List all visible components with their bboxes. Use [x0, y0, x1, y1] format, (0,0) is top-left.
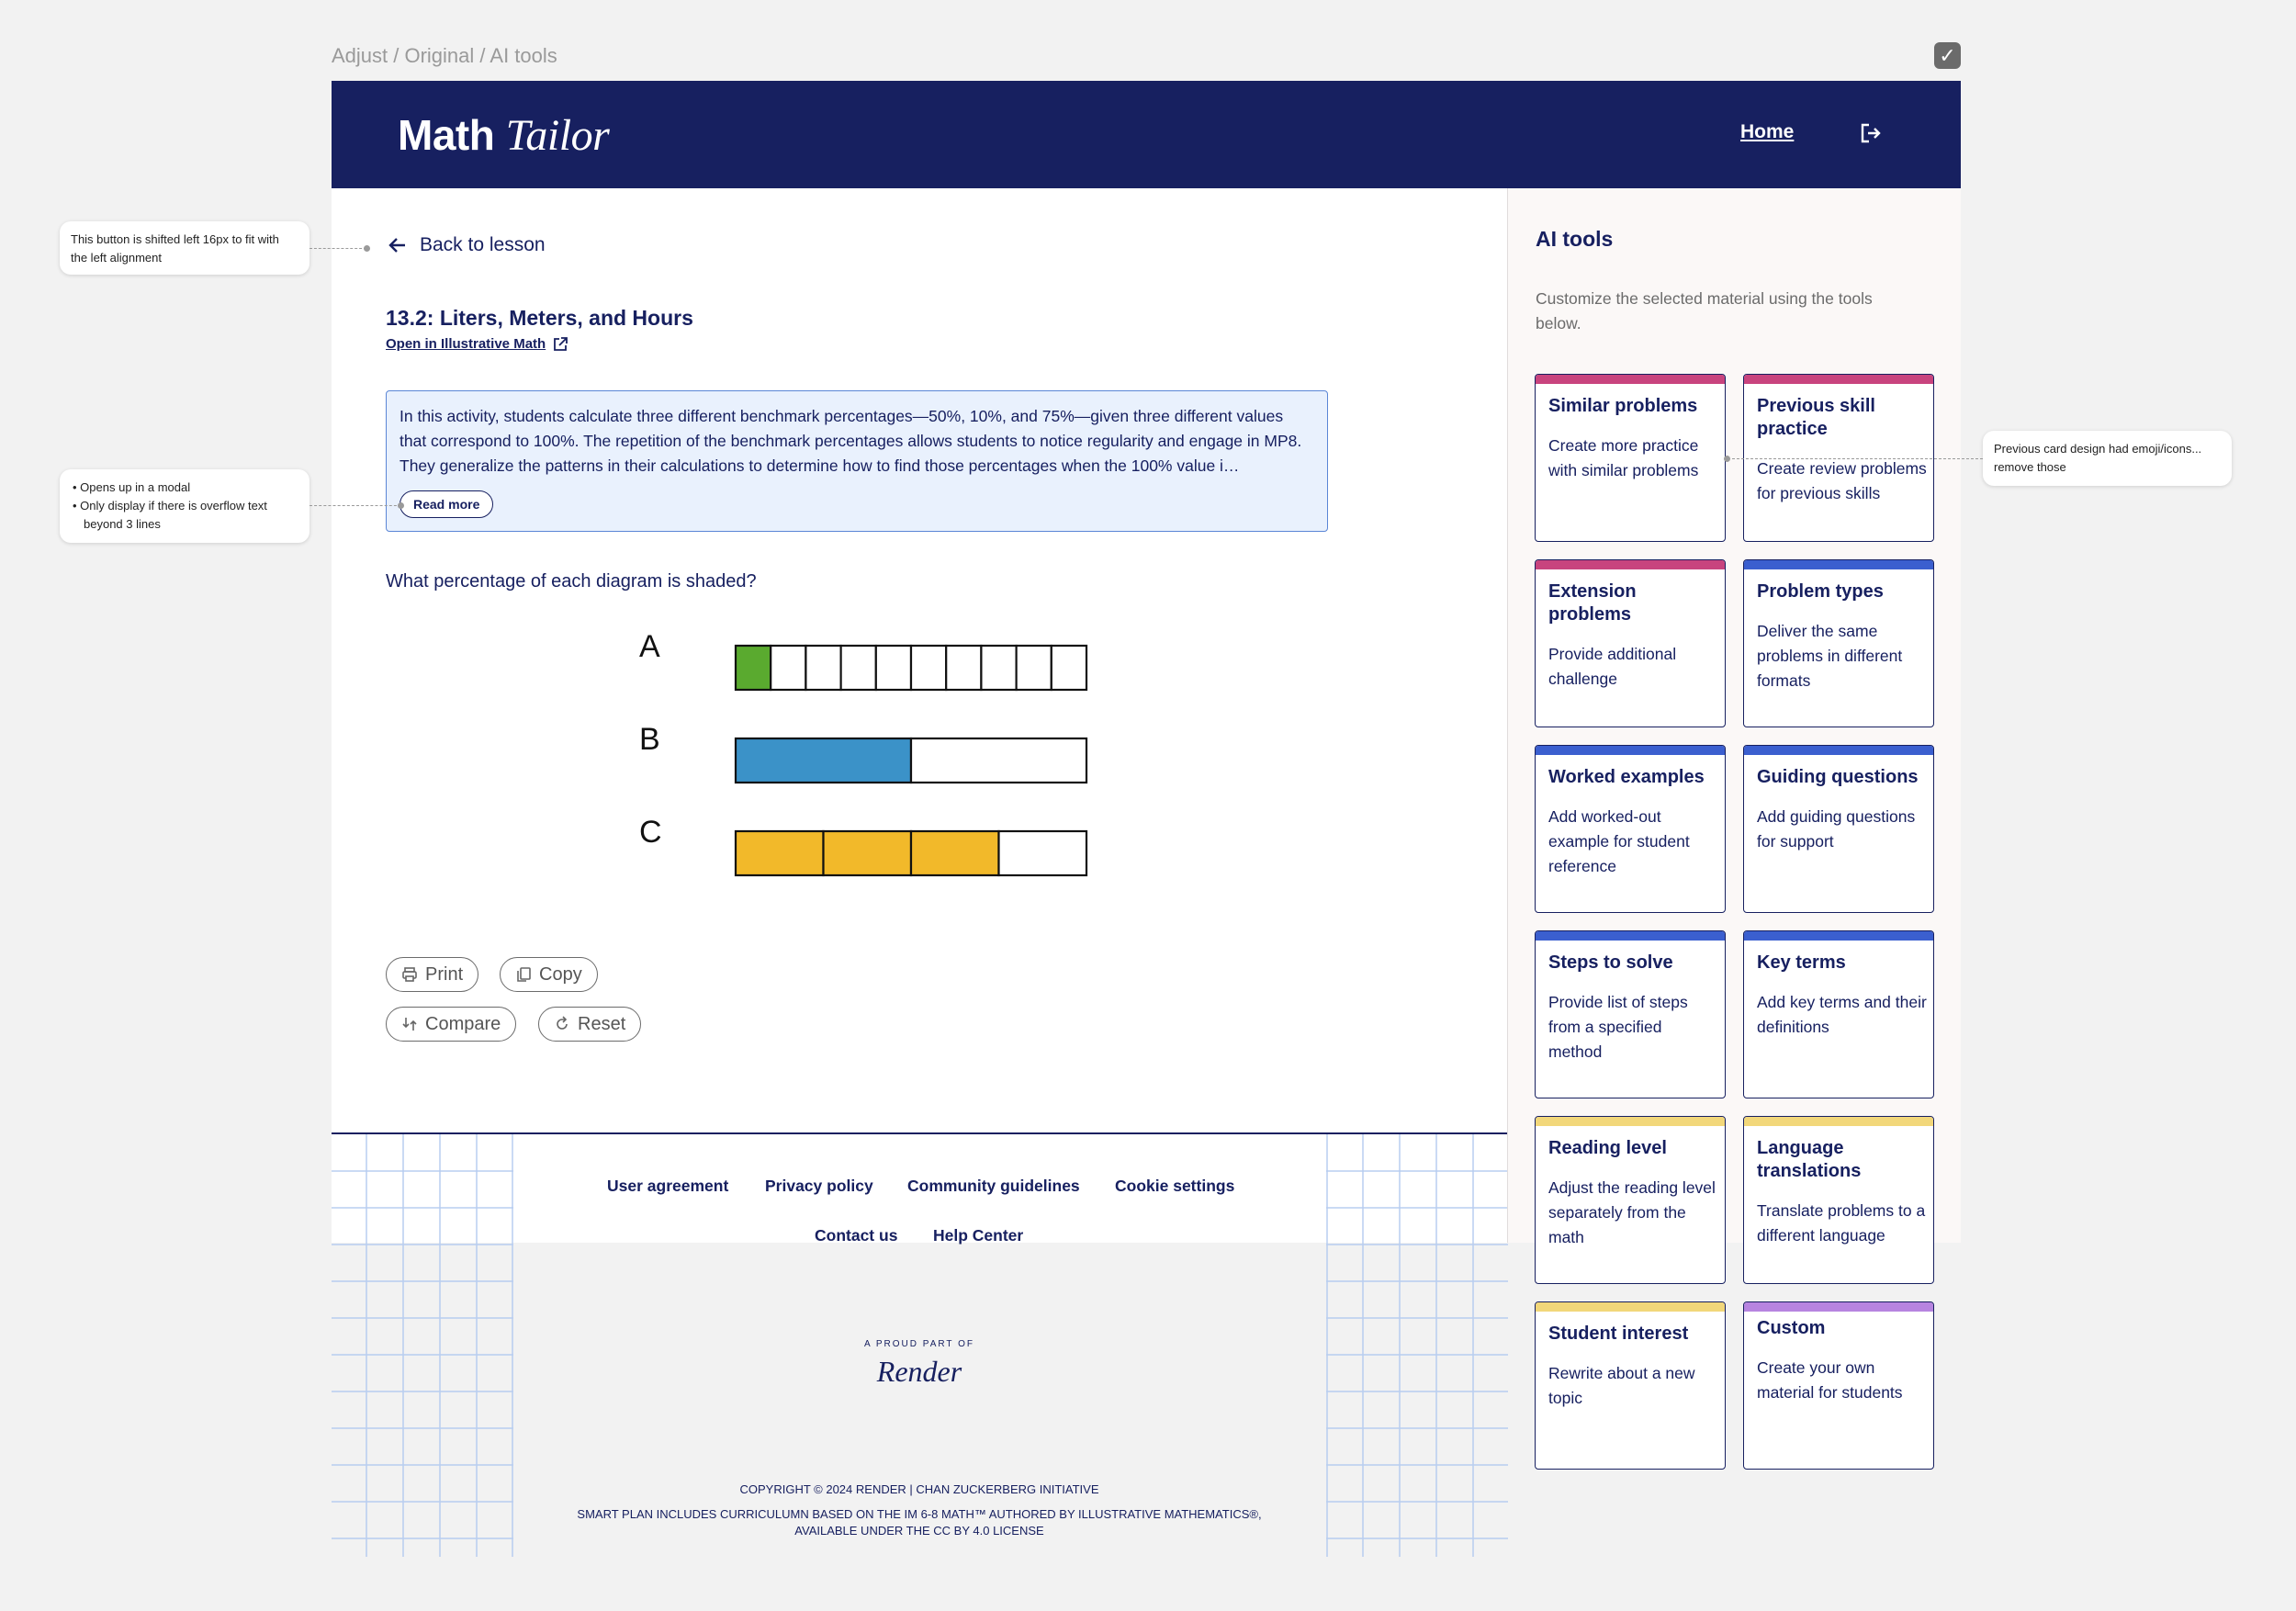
- annotation-connector: [310, 248, 366, 249]
- footer-link-community-guidelines[interactable]: Community guidelines: [907, 1177, 1080, 1195]
- card-title: Guiding questions: [1757, 767, 1919, 787]
- card-description: Adjust the reading level separately from the math: [1548, 1178, 1716, 1246]
- diagram-segment-a: [1017, 646, 1052, 690]
- tool-card-key-terms[interactable]: [1743, 930, 1934, 1098]
- annotation-dot: [364, 245, 370, 252]
- diagram-segment-a: [736, 646, 771, 690]
- header: [332, 81, 1961, 188]
- card-description: Provide additional challenge: [1548, 645, 1677, 688]
- question-text: What percentage of each diagram is shaded?: [386, 571, 757, 591]
- diagram-segment-a: [911, 646, 946, 690]
- back-to-lesson-label: Back to lesson: [420, 234, 546, 255]
- card-title: Previous skill practice: [1757, 396, 1875, 439]
- legal-line-2: AVAILABLE UNDER THE CC BY 4.0 LICENSE: [794, 1524, 1044, 1538]
- copy-button[interactable]: [500, 957, 598, 992]
- card-title: Student interest: [1548, 1324, 1689, 1344]
- diagram-label-a: A: [639, 629, 660, 664]
- card-description: Translate problems to a different language: [1757, 1201, 1926, 1245]
- breadcrumb: Adjust / Original / AI tools: [332, 44, 557, 67]
- tool-card-guiding-questions[interactable]: [1743, 745, 1934, 913]
- annotation-bullet-text: Opens up in a modal: [80, 480, 191, 494]
- card-accent-bar: [1536, 560, 1725, 569]
- diagram-segment-a: [841, 646, 876, 690]
- card-title: Extension problems: [1548, 581, 1637, 625]
- diagram-segment-a: [1052, 646, 1086, 690]
- external-link-icon: [553, 336, 568, 352]
- card-description: Create review problems for previous skills: [1757, 459, 1927, 502]
- main-content: [332, 188, 1507, 1134]
- annotation-note-read-more: [60, 469, 310, 543]
- diagram-label-c: C: [639, 815, 662, 850]
- proud-part-of-label: A PROUD PART OF: [863, 1339, 975, 1349]
- annotation-connector: [310, 505, 401, 506]
- footer-link-cookie-settings[interactable]: Cookie settings: [1115, 1177, 1235, 1195]
- summary-text: In this activity, students calculate three different benchmark percentages—50%, 10%, and 75%—given three different values that correspond to 100%. The repetition of the benchmark percentages allows students to notice regularity and engage in MP8. They generalize the patterns in their calculations to determine how to find those percentages when the 100% value i…: [400, 407, 1302, 475]
- compare-icon: [401, 1016, 418, 1032]
- tool-card-custom[interactable]: [1743, 1301, 1934, 1470]
- diagram-segment-c: [999, 831, 1087, 875]
- tool-card-extension-problems[interactable]: [1535, 559, 1726, 727]
- sidebar-title: AI tools: [1536, 227, 1614, 251]
- copyright-text: COPYRIGHT © 2024 RENDER | CHAN ZUCKERBERG INITIATIVE: [739, 1482, 1099, 1496]
- diagram-segment-c: [911, 831, 999, 875]
- checkmark-icon[interactable]: ✓: [1934, 42, 1961, 69]
- copy-icon: [515, 966, 532, 983]
- card-accent-bar: [1536, 1117, 1725, 1126]
- card-description: Create your own material for students: [1757, 1358, 1903, 1402]
- card-accent-bar: [1536, 931, 1725, 941]
- annotation-bullet: • Only display if there is overflow text beyond 3 lines: [73, 499, 267, 531]
- diagram-segment-a: [771, 646, 805, 690]
- open-link-label: Open in Illustrative Math: [386, 336, 546, 352]
- lesson-summary: [386, 390, 1328, 532]
- card-description: Add key terms and their definitions: [1757, 993, 1927, 1036]
- card-description: Provide list of steps from a specified method: [1548, 993, 1688, 1061]
- diagram-segment-a: [981, 646, 1016, 690]
- diagram-segment-c: [824, 831, 912, 875]
- annotation-bullet-text: Only display if there is overflow text beyond 3 lines: [80, 499, 267, 531]
- card-title: Worked examples: [1548, 767, 1705, 787]
- diagram-segment-c: [736, 831, 824, 875]
- card-accent-bar: [1744, 375, 1933, 384]
- card-title: Key terms: [1757, 952, 1846, 973]
- logo-italic: Tailor: [505, 111, 610, 160]
- render-logo[interactable]: Render: [876, 1355, 962, 1388]
- card-accent-bar: [1536, 375, 1725, 384]
- card-accent-bar: [1536, 746, 1725, 755]
- back-to-lesson-button[interactable]: [387, 234, 546, 256]
- tool-card-problem-types[interactable]: [1743, 559, 1934, 727]
- card-accent-bar: [1744, 1117, 1933, 1126]
- footer-link-help-center[interactable]: Help Center: [933, 1226, 1024, 1245]
- reset-label: Reset: [578, 1013, 626, 1034]
- lesson-title: 13.2: Liters, Meters, and Hours: [386, 306, 693, 330]
- diagram-segment-b: [736, 738, 911, 783]
- reset-button[interactable]: [538, 1007, 641, 1042]
- copy-label: Copy: [539, 963, 582, 985]
- annotation-bullet: • Opens up in a modal: [73, 480, 191, 494]
- open-in-illustrative-math-link[interactable]: [386, 336, 568, 352]
- footer: [332, 1132, 1507, 1592]
- logo[interactable]: [398, 110, 609, 161]
- card-description: Create more practice with similar problems: [1548, 436, 1699, 479]
- tool-card-language-translations[interactable]: [1743, 1116, 1934, 1284]
- diagram-segment-b: [911, 738, 1086, 783]
- compare-label: Compare: [425, 1013, 501, 1034]
- compare-button[interactable]: [386, 1007, 516, 1042]
- diagram-segment-a: [876, 646, 911, 690]
- card-description: Add guiding questions for support: [1757, 807, 1916, 851]
- card-title: Custom: [1757, 1318, 1826, 1338]
- diagram-segment-a: [805, 646, 840, 690]
- card-title: Steps to solve: [1548, 952, 1673, 973]
- arrow-left-icon: [387, 234, 409, 256]
- card-title: Reading level: [1548, 1138, 1667, 1158]
- tool-card-reading-level[interactable]: [1535, 1116, 1726, 1284]
- annotation-connector: [1728, 458, 1983, 459]
- diagram-segment-a: [946, 646, 981, 690]
- card-title: Similar problems: [1548, 396, 1698, 416]
- footer-link-contact-us[interactable]: Contact us: [815, 1226, 898, 1245]
- card-description: Rewrite about a new topic: [1548, 1364, 1695, 1407]
- tool-card-student-interest[interactable]: [1535, 1301, 1726, 1470]
- card-accent-bar: [1744, 1302, 1933, 1312]
- print-button[interactable]: [386, 957, 478, 992]
- annotation-dot: [398, 502, 404, 509]
- tool-card-steps-to-solve[interactable]: [1535, 930, 1726, 1098]
- card-accent-bar: [1744, 560, 1933, 569]
- read-more-button[interactable]: Read more: [400, 490, 493, 518]
- app-frame: [332, 81, 1961, 1538]
- card-accent-bar: [1744, 931, 1933, 941]
- reset-icon: [554, 1016, 570, 1032]
- card-accent-bar: [1536, 1302, 1725, 1312]
- legal-line-1: SMART PLAN INCLUDES CURRICULUMN BASED ON THE IM 6-8 MATH™ AUTHORED BY ILLUSTRATIVE MATHEMATICS®,: [577, 1507, 1262, 1521]
- print-label: Print: [425, 963, 464, 985]
- annotation-note-back-button: This button is shifted left 16px to fit with the left alignment: [60, 221, 310, 275]
- footer-link-user-agreement[interactable]: User agreement: [607, 1177, 729, 1195]
- printer-icon: [401, 966, 418, 983]
- footer-link-privacy-policy[interactable]: Privacy policy: [765, 1177, 873, 1195]
- ai-tools-sidebar: [1507, 188, 1961, 1407]
- sidebar-description: Customize the selected material using the tools below.: [1536, 289, 1873, 332]
- diagram-label-b: B: [639, 722, 660, 757]
- tape-diagram: [639, 622, 1098, 897]
- card-description: Add worked-out example for student reference: [1548, 807, 1690, 875]
- annotation-dot: [1724, 456, 1730, 462]
- tool-card-worked-examples[interactable]: [1535, 745, 1726, 913]
- legal-text: [332, 1506, 1507, 1539]
- card-accent-bar: [1744, 746, 1933, 755]
- nav-home-link[interactable]: Home: [1740, 121, 1795, 142]
- card-title: Language translations: [1757, 1138, 1862, 1181]
- card-description: Deliver the same problems in different formats: [1757, 622, 1903, 690]
- annotation-note-cards: Previous card design had emoji/icons... remove those: [1983, 431, 2232, 486]
- logout-icon[interactable]: [1856, 119, 1884, 147]
- tool-card-similar-problems[interactable]: [1535, 374, 1726, 542]
- logo-main: Math: [398, 111, 495, 159]
- card-title: Problem types: [1757, 581, 1884, 602]
